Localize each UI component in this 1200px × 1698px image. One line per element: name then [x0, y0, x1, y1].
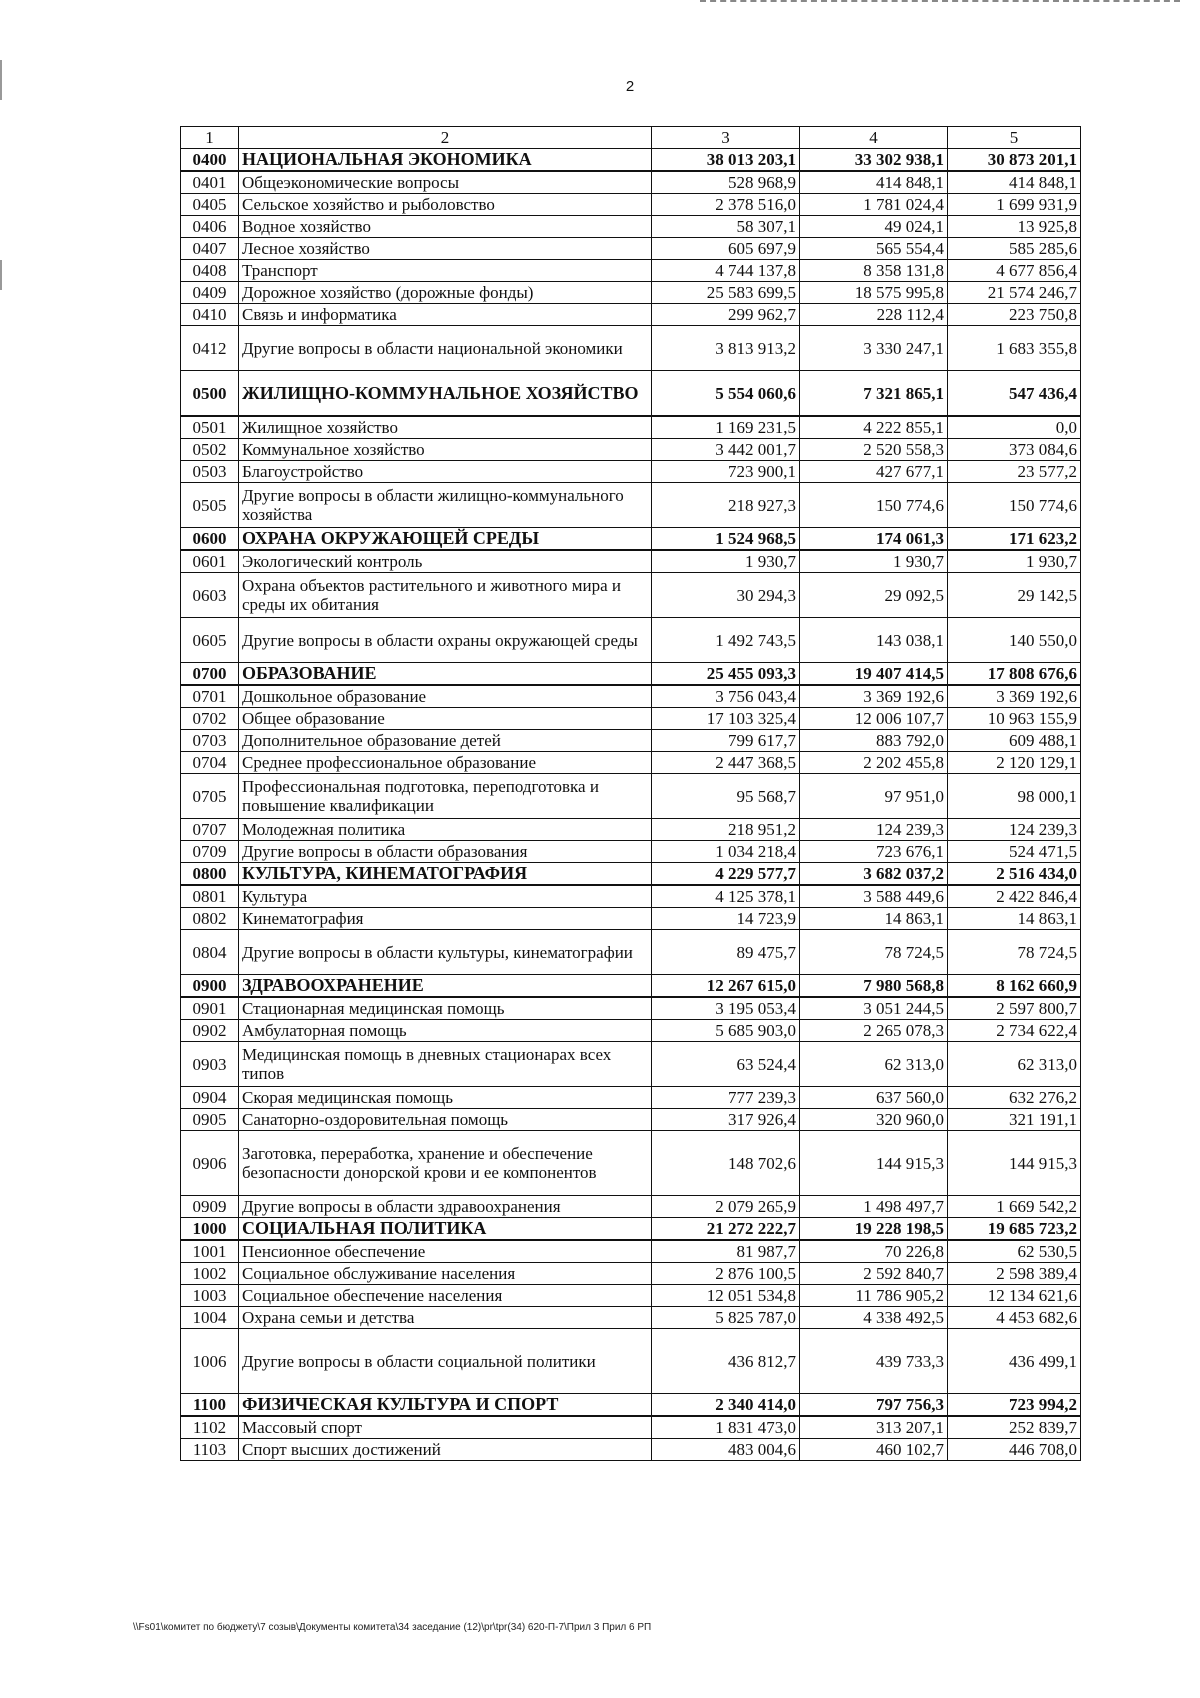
code-cell: 0702	[181, 708, 239, 730]
table-row	[181, 1109, 1081, 1131]
value-col3-cell: 1 169 231,5	[652, 416, 800, 439]
footer-file-path: \\Fs01\комитет по бюджету\7 созыв\Документы комитета\34 заседание (12)\pr\tpr(34) 620-П-7\Прил 3 Прил 6 РП	[133, 1622, 652, 1633]
table-row	[181, 1307, 1081, 1329]
value-col3-cell: 723 900,1	[652, 461, 800, 483]
name-cell: НАЦИОНАЛЬНАЯ ЭКОНОМИКА	[239, 149, 652, 172]
value-col4-cell: 29 092,5	[800, 573, 948, 618]
value-col4-cell: 2 202 455,8	[800, 752, 948, 774]
name-cell: ЖИЛИЩНО-КОММУНАЛЬНОЕ ХОЗЯЙСТВО	[239, 371, 652, 417]
table-row	[181, 1439, 1081, 1461]
value-col3-cell: 2 876 100,5	[652, 1263, 800, 1285]
table-row	[181, 885, 1081, 908]
code-cell: 1004	[181, 1307, 239, 1329]
value-col5-cell: 171 623,2	[948, 528, 1081, 551]
value-col5-cell: 2 734 622,4	[948, 1020, 1081, 1042]
value-col4-cell: 320 960,0	[800, 1109, 948, 1131]
value-col3-cell: 1 524 968,5	[652, 528, 800, 551]
code-cell: 0601	[181, 550, 239, 573]
value-col4-cell: 313 207,1	[800, 1416, 948, 1439]
code-cell: 0401	[181, 171, 239, 194]
table-row	[181, 618, 1081, 663]
value-col4-cell: 427 677,1	[800, 461, 948, 483]
name-cell: ФИЗИЧЕСКАЯ КУЛЬТУРА И СПОРТ	[239, 1394, 652, 1417]
value-col3-cell: 5 685 903,0	[652, 1020, 800, 1042]
table-row	[181, 930, 1081, 975]
value-col3-cell: 2 378 516,0	[652, 194, 800, 216]
table-row	[181, 1131, 1081, 1196]
code-cell: 0408	[181, 260, 239, 282]
header-col-1: 1	[181, 127, 239, 149]
value-col5-cell: 13 925,8	[948, 216, 1081, 238]
value-col3-cell: 58 307,1	[652, 216, 800, 238]
value-col5-cell: 17 808 676,6	[948, 663, 1081, 686]
code-cell: 0801	[181, 885, 239, 908]
value-col4-cell: 70 226,8	[800, 1240, 948, 1263]
value-col3-cell: 2 079 265,9	[652, 1196, 800, 1218]
table-row	[181, 1196, 1081, 1218]
value-col4-cell: 174 061,3	[800, 528, 948, 551]
section-row	[181, 863, 1081, 886]
value-col5-cell: 19 685 723,2	[948, 1218, 1081, 1241]
name-cell: Жилищное хозяйство	[239, 416, 652, 439]
table-row	[181, 439, 1081, 461]
section-row	[181, 1394, 1081, 1417]
value-col4-cell: 12 006 107,7	[800, 708, 948, 730]
code-cell: 1001	[181, 1240, 239, 1263]
value-col5-cell: 8 162 660,9	[948, 975, 1081, 998]
value-col4-cell: 11 786 905,2	[800, 1285, 948, 1307]
value-col3-cell: 63 524,4	[652, 1042, 800, 1087]
table-row	[181, 326, 1081, 371]
section-row	[181, 528, 1081, 551]
table-row	[181, 573, 1081, 618]
value-col5-cell: 98 000,1	[948, 774, 1081, 819]
name-cell: Связь и информатика	[239, 304, 652, 326]
value-col3-cell: 436 812,7	[652, 1329, 800, 1394]
code-cell: 0701	[181, 685, 239, 708]
value-col4-cell: 3 369 192,6	[800, 685, 948, 708]
code-cell: 0901	[181, 997, 239, 1020]
value-col4-cell: 4 222 855,1	[800, 416, 948, 439]
table-row	[181, 774, 1081, 819]
value-col5-cell: 609 488,1	[948, 730, 1081, 752]
value-col4-cell: 460 102,7	[800, 1439, 948, 1461]
code-cell: 0905	[181, 1109, 239, 1131]
code-cell: 0605	[181, 618, 239, 663]
code-cell: 1002	[181, 1263, 239, 1285]
value-col4-cell: 150 774,6	[800, 483, 948, 528]
value-col5-cell: 21 574 246,7	[948, 282, 1081, 304]
section-row	[181, 663, 1081, 686]
name-cell: Спорт высших достижений	[239, 1439, 652, 1461]
code-cell: 0412	[181, 326, 239, 371]
value-col5-cell: 124 239,3	[948, 819, 1081, 841]
value-col5-cell: 14 863,1	[948, 908, 1081, 930]
value-col3-cell: 218 927,3	[652, 483, 800, 528]
name-cell: Дошкольное образование	[239, 685, 652, 708]
value-col4-cell: 19 407 414,5	[800, 663, 948, 686]
value-col4-cell: 3 330 247,1	[800, 326, 948, 371]
code-cell: 0707	[181, 819, 239, 841]
code-cell: 0501	[181, 416, 239, 439]
value-col3-cell: 528 968,9	[652, 171, 800, 194]
name-cell: Общеэкономические вопросы	[239, 171, 652, 194]
value-col5-cell: 446 708,0	[948, 1439, 1081, 1461]
value-col3-cell: 3 756 043,4	[652, 685, 800, 708]
value-col3-cell: 30 294,3	[652, 573, 800, 618]
value-col3-cell: 2 447 368,5	[652, 752, 800, 774]
value-col4-cell: 439 733,3	[800, 1329, 948, 1394]
header-col-2: 2	[239, 127, 652, 149]
value-col3-cell: 12 267 615,0	[652, 975, 800, 998]
table-row	[181, 997, 1081, 1020]
value-col5-cell: 1 699 931,9	[948, 194, 1081, 216]
code-cell: 0600	[181, 528, 239, 551]
table-row	[181, 685, 1081, 708]
table-row	[181, 908, 1081, 930]
name-cell: Скорая медицинская помощь	[239, 1087, 652, 1109]
scan-edge-mark	[0, 260, 2, 290]
value-col3-cell: 12 051 534,8	[652, 1285, 800, 1307]
code-cell: 1003	[181, 1285, 239, 1307]
value-col5-cell: 150 774,6	[948, 483, 1081, 528]
header-col-3: 3	[652, 127, 800, 149]
name-cell: Сельское хозяйство и рыболовство	[239, 194, 652, 216]
value-col3-cell: 1 034 218,4	[652, 841, 800, 863]
value-col5-cell: 29 142,5	[948, 573, 1081, 618]
table-row	[181, 1263, 1081, 1285]
value-col3-cell: 5 554 060,6	[652, 371, 800, 417]
table-row	[181, 752, 1081, 774]
code-cell: 0500	[181, 371, 239, 417]
table-row	[181, 708, 1081, 730]
value-col4-cell: 3 051 244,5	[800, 997, 948, 1020]
table-row	[181, 1087, 1081, 1109]
name-cell: Профессиональная подготовка, переподготовка и повышение квалификации	[239, 774, 652, 819]
value-col5-cell: 144 915,3	[948, 1131, 1081, 1196]
value-col4-cell: 7 321 865,1	[800, 371, 948, 417]
section-row	[181, 371, 1081, 417]
table-row	[181, 1329, 1081, 1394]
code-cell: 0400	[181, 149, 239, 172]
value-col5-cell: 10 963 155,9	[948, 708, 1081, 730]
code-cell: 0603	[181, 573, 239, 618]
code-cell: 0503	[181, 461, 239, 483]
name-cell: Общее образование	[239, 708, 652, 730]
name-cell: Медицинская помощь в дневных стационарах всех типов	[239, 1042, 652, 1087]
value-col3-cell: 3 442 001,7	[652, 439, 800, 461]
value-col5-cell: 1 683 355,8	[948, 326, 1081, 371]
name-cell: Охрана объектов растительного и животного мира и среды их обитания	[239, 573, 652, 618]
value-col4-cell: 4 338 492,5	[800, 1307, 948, 1329]
table-row	[181, 416, 1081, 439]
name-cell: Стационарная медицинская помощь	[239, 997, 652, 1020]
value-col4-cell: 3 588 449,6	[800, 885, 948, 908]
value-col4-cell: 797 756,3	[800, 1394, 948, 1417]
value-col5-cell: 140 550,0	[948, 618, 1081, 663]
value-col4-cell: 8 358 131,8	[800, 260, 948, 282]
table-row	[181, 260, 1081, 282]
value-col5-cell: 2 120 129,1	[948, 752, 1081, 774]
value-col5-cell: 62 313,0	[948, 1042, 1081, 1087]
name-cell: ОХРАНА ОКРУЖАЮЩЕЙ СРЕДЫ	[239, 528, 652, 551]
value-col5-cell: 1 930,7	[948, 550, 1081, 573]
name-cell: Культура	[239, 885, 652, 908]
budget-table	[180, 126, 1081, 1461]
code-cell: 0802	[181, 908, 239, 930]
value-col4-cell: 228 112,4	[800, 304, 948, 326]
name-cell: Заготовка, переработка, хранение и обеспечение безопасности донорской крови и ее компонентов	[239, 1131, 652, 1196]
code-cell: 0405	[181, 194, 239, 216]
value-col3-cell: 148 702,6	[652, 1131, 800, 1196]
name-cell: Дорожное хозяйство (дорожные фонды)	[239, 282, 652, 304]
table-row	[181, 282, 1081, 304]
value-col3-cell: 25 583 699,5	[652, 282, 800, 304]
code-cell: 0900	[181, 975, 239, 998]
value-col5-cell: 30 873 201,1	[948, 149, 1081, 172]
value-col5-cell: 2 516 434,0	[948, 863, 1081, 886]
value-col3-cell: 1 930,7	[652, 550, 800, 573]
value-col4-cell: 33 302 938,1	[800, 149, 948, 172]
value-col5-cell: 252 839,7	[948, 1416, 1081, 1439]
value-col3-cell: 605 697,9	[652, 238, 800, 260]
code-cell: 0704	[181, 752, 239, 774]
value-col4-cell: 565 554,4	[800, 238, 948, 260]
value-col4-cell: 2 520 558,3	[800, 439, 948, 461]
value-col5-cell: 585 285,6	[948, 238, 1081, 260]
table-row	[181, 730, 1081, 752]
table-row	[181, 304, 1081, 326]
section-row	[181, 975, 1081, 998]
value-col4-cell: 1 930,7	[800, 550, 948, 573]
code-cell: 0902	[181, 1020, 239, 1042]
table-row	[181, 1416, 1081, 1439]
value-col3-cell: 799 617,7	[652, 730, 800, 752]
value-col5-cell: 1 669 542,2	[948, 1196, 1081, 1218]
name-cell: Другие вопросы в области национальной экономики	[239, 326, 652, 371]
name-cell: Социальное обслуживание населения	[239, 1263, 652, 1285]
value-col4-cell: 62 313,0	[800, 1042, 948, 1087]
value-col5-cell: 414 848,1	[948, 171, 1081, 194]
code-cell: 0804	[181, 930, 239, 975]
value-col4-cell: 2 592 840,7	[800, 1263, 948, 1285]
table-row	[181, 1240, 1081, 1263]
value-col3-cell: 3 813 913,2	[652, 326, 800, 371]
top-scan-edge	[700, 0, 1180, 4]
table-row	[181, 550, 1081, 573]
value-col4-cell: 7 980 568,8	[800, 975, 948, 998]
name-cell: ОБРАЗОВАНИЕ	[239, 663, 652, 686]
value-col3-cell: 299 962,7	[652, 304, 800, 326]
value-col5-cell: 373 084,6	[948, 439, 1081, 461]
value-col3-cell: 317 926,4	[652, 1109, 800, 1131]
value-col5-cell: 3 369 192,6	[948, 685, 1081, 708]
code-cell: 0703	[181, 730, 239, 752]
code-cell: 0904	[181, 1087, 239, 1109]
value-col5-cell: 4 677 856,4	[948, 260, 1081, 282]
budget-table-body	[181, 127, 1081, 1461]
name-cell: Массовый спорт	[239, 1416, 652, 1439]
value-col3-cell: 4 229 577,7	[652, 863, 800, 886]
value-col3-cell: 21 272 222,7	[652, 1218, 800, 1241]
code-cell: 1100	[181, 1394, 239, 1417]
code-cell: 0705	[181, 774, 239, 819]
value-col4-cell: 97 951,0	[800, 774, 948, 819]
value-col4-cell: 124 239,3	[800, 819, 948, 841]
table-row	[181, 1042, 1081, 1087]
value-col5-cell: 547 436,4	[948, 371, 1081, 417]
value-col3-cell: 1 831 473,0	[652, 1416, 800, 1439]
code-cell: 0502	[181, 439, 239, 461]
name-cell: Молодежная политика	[239, 819, 652, 841]
name-cell: Среднее профессиональное образование	[239, 752, 652, 774]
value-col4-cell: 1 498 497,7	[800, 1196, 948, 1218]
code-cell: 0407	[181, 238, 239, 260]
value-col3-cell: 25 455 093,3	[652, 663, 800, 686]
value-col4-cell: 78 724,5	[800, 930, 948, 975]
value-col5-cell: 2 598 389,4	[948, 1263, 1081, 1285]
name-cell: Экологический контроль	[239, 550, 652, 573]
table-row	[181, 483, 1081, 528]
value-col3-cell: 4 125 378,1	[652, 885, 800, 908]
name-cell: Благоустройство	[239, 461, 652, 483]
value-col3-cell: 17 103 325,4	[652, 708, 800, 730]
value-col3-cell: 1 492 743,5	[652, 618, 800, 663]
name-cell: Коммунальное хозяйство	[239, 439, 652, 461]
value-col5-cell: 23 577,2	[948, 461, 1081, 483]
value-col4-cell: 883 792,0	[800, 730, 948, 752]
value-col3-cell: 483 004,6	[652, 1439, 800, 1461]
name-cell: Охрана семьи и детства	[239, 1307, 652, 1329]
value-col5-cell: 524 471,5	[948, 841, 1081, 863]
value-col4-cell: 19 228 198,5	[800, 1218, 948, 1241]
name-cell: Социальное обеспечение населения	[239, 1285, 652, 1307]
section-row	[181, 149, 1081, 172]
value-col5-cell: 62 530,5	[948, 1240, 1081, 1263]
name-cell: Другие вопросы в области культуры, кинематографии	[239, 930, 652, 975]
code-cell: 0410	[181, 304, 239, 326]
name-cell: Дополнительное образование детей	[239, 730, 652, 752]
name-cell: Лесное хозяйство	[239, 238, 652, 260]
name-cell: Транспорт	[239, 260, 652, 282]
name-cell: Амбулаторная помощь	[239, 1020, 652, 1042]
value-col4-cell: 414 848,1	[800, 171, 948, 194]
value-col3-cell: 14 723,9	[652, 908, 800, 930]
name-cell: Водное хозяйство	[239, 216, 652, 238]
value-col3-cell: 777 239,3	[652, 1087, 800, 1109]
value-col5-cell: 4 453 682,6	[948, 1307, 1081, 1329]
name-cell: СОЦИАЛЬНАЯ ПОЛИТИКА	[239, 1218, 652, 1241]
value-col5-cell: 2 597 800,7	[948, 997, 1081, 1020]
value-col4-cell: 144 915,3	[800, 1131, 948, 1196]
name-cell: Другие вопросы в области жилищно-коммунального хозяйства	[239, 483, 652, 528]
value-col4-cell: 1 781 024,4	[800, 194, 948, 216]
code-cell: 0505	[181, 483, 239, 528]
table-row	[181, 461, 1081, 483]
value-col3-cell: 95 568,7	[652, 774, 800, 819]
code-cell: 1102	[181, 1416, 239, 1439]
name-cell: КУЛЬТУРА, КИНЕМАТОГРАФИЯ	[239, 863, 652, 886]
value-col3-cell: 5 825 787,0	[652, 1307, 800, 1329]
page-number: 2	[625, 78, 635, 95]
table-row	[181, 819, 1081, 841]
value-col4-cell: 49 024,1	[800, 216, 948, 238]
value-col5-cell: 12 134 621,6	[948, 1285, 1081, 1307]
value-col4-cell: 637 560,0	[800, 1087, 948, 1109]
value-col4-cell: 14 863,1	[800, 908, 948, 930]
name-cell: Другие вопросы в области образования	[239, 841, 652, 863]
table-row	[181, 216, 1081, 238]
value-col5-cell: 78 724,5	[948, 930, 1081, 975]
code-cell: 0800	[181, 863, 239, 886]
value-col4-cell: 723 676,1	[800, 841, 948, 863]
name-cell: Другие вопросы в области социальной политики	[239, 1329, 652, 1394]
name-cell: Другие вопросы в области охраны окружающей среды	[239, 618, 652, 663]
table-row	[181, 194, 1081, 216]
name-cell: Санаторно-оздоровительная помощь	[239, 1109, 652, 1131]
code-cell: 1103	[181, 1439, 239, 1461]
value-col3-cell: 218 951,2	[652, 819, 800, 841]
section-row	[181, 1218, 1081, 1241]
value-col3-cell: 3 195 053,4	[652, 997, 800, 1020]
table-row	[181, 841, 1081, 863]
name-cell: Другие вопросы в области здравоохранения	[239, 1196, 652, 1218]
value-col3-cell: 4 744 137,8	[652, 260, 800, 282]
name-cell: Пенсионное обеспечение	[239, 1240, 652, 1263]
code-cell: 0903	[181, 1042, 239, 1087]
value-col5-cell: 0,0	[948, 416, 1081, 439]
value-col3-cell: 2 340 414,0	[652, 1394, 800, 1417]
value-col5-cell: 223 750,8	[948, 304, 1081, 326]
value-col5-cell: 2 422 846,4	[948, 885, 1081, 908]
value-col3-cell: 89 475,7	[652, 930, 800, 975]
name-cell: ЗДРАВООХРАНЕНИЕ	[239, 975, 652, 998]
table-header-row	[181, 127, 1081, 149]
value-col3-cell: 81 987,7	[652, 1240, 800, 1263]
value-col4-cell: 2 265 078,3	[800, 1020, 948, 1042]
code-cell: 1000	[181, 1218, 239, 1241]
code-cell: 0709	[181, 841, 239, 863]
code-cell: 0909	[181, 1196, 239, 1218]
table-row	[181, 171, 1081, 194]
name-cell: Кинематография	[239, 908, 652, 930]
value-col4-cell: 143 038,1	[800, 618, 948, 663]
code-cell: 0406	[181, 216, 239, 238]
code-cell: 1006	[181, 1329, 239, 1394]
code-cell: 0700	[181, 663, 239, 686]
code-cell: 0906	[181, 1131, 239, 1196]
value-col5-cell: 321 191,1	[948, 1109, 1081, 1131]
value-col4-cell: 3 682 037,2	[800, 863, 948, 886]
value-col5-cell: 723 994,2	[948, 1394, 1081, 1417]
table-row	[181, 1285, 1081, 1307]
value-col5-cell: 632 276,2	[948, 1087, 1081, 1109]
code-cell: 0409	[181, 282, 239, 304]
header-col-5: 5	[948, 127, 1081, 149]
value-col3-cell: 38 013 203,1	[652, 149, 800, 172]
table-row	[181, 1020, 1081, 1042]
value-col4-cell: 18 575 995,8	[800, 282, 948, 304]
value-col5-cell: 436 499,1	[948, 1329, 1081, 1394]
header-col-4: 4	[800, 127, 948, 149]
table-row	[181, 238, 1081, 260]
